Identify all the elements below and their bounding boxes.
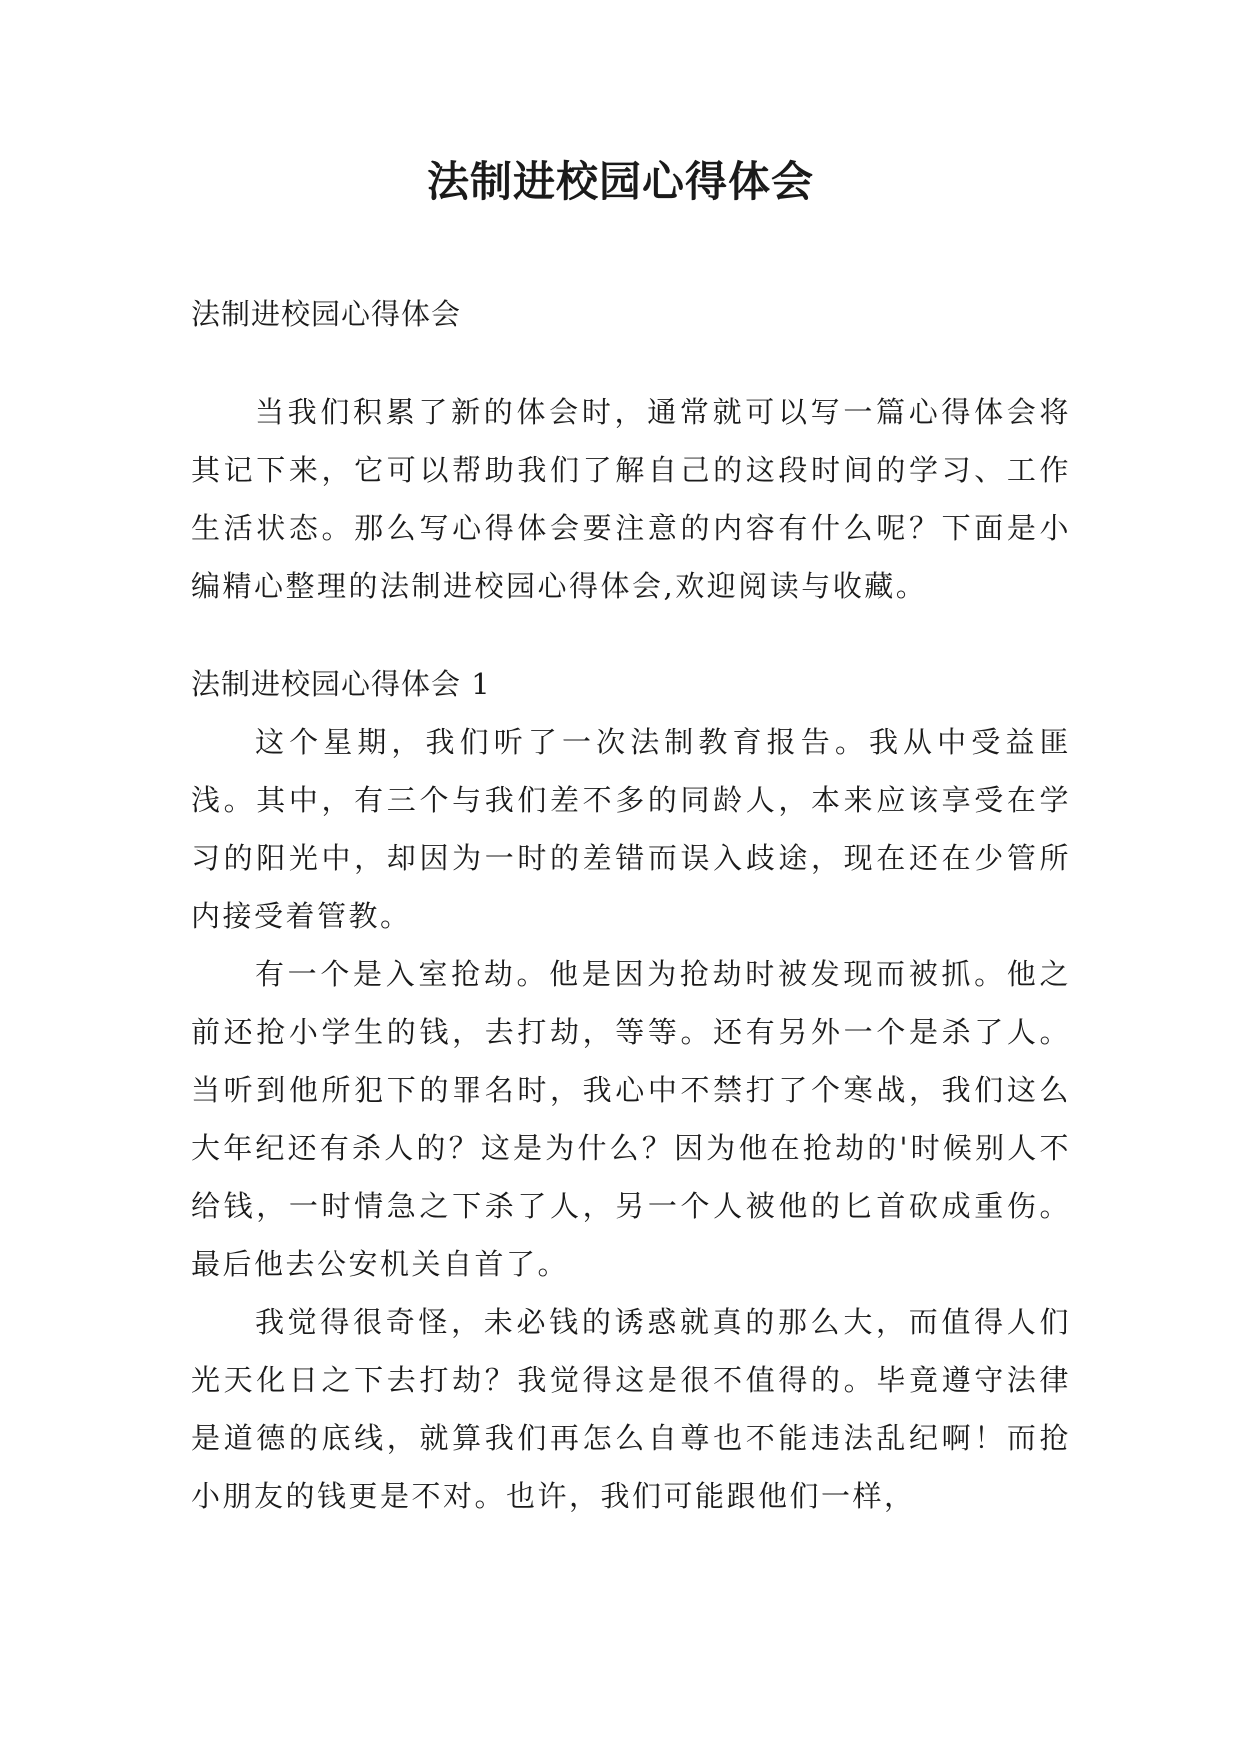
spacer (191, 615, 1071, 655)
body-paragraph: 这个星期，我们听了一次法制教育报告。我从中受益匪浅。其中，有三个与我们差不多的同龄人，本来应该享受在学习的阳光中，却因为一时的差错而误入歧途，现在还在少管所内接受着管教。 (191, 725, 1071, 933)
intro-paragraph: 当我们积累了新的体会时，通常就可以写一篇心得体会将其记下来，它可以帮助我们了解自己的这段时间的学习、工作生活状态。那么写心得体会要注意的内容有什么呢？下面是小编精心整理的法制进校园心得体会,欢迎阅读与收藏。 (191, 395, 1071, 603)
spacer (191, 343, 1071, 383)
document-subtitle: 法制进校园心得体会 (191, 297, 462, 331)
body-paragraph: 我觉得很奇怪，未必钱的诱惑就真的那么大，而值得人们光天化日之下去打劫？我觉得这是很不值得的。毕竟遵守法律是道德的底线，就算我们再怎么自尊也不能违法乱纪啊！而抢小朋友的钱更是不对。也许，我们可能跟他们一样， (191, 1305, 1071, 1513)
document-body (191, 285, 1071, 1525)
body-paragraph: 有一个是入室抢劫。他是因为抢劫时被发现而被抓。他之前还抢小学生的钱，去打劫，等等。还有另外一个是杀了人。当听到他所犯下的罪名时，我心中不禁打了个寒战，我们这么大年纪还有杀人的？这是为什么？因为他在抢劫的'时候别人不给钱，一时情急之下杀了人，另一个人被他的匕首砍成重伤。最后他去公安机关自首了。 (191, 957, 1071, 1281)
section-heading: 法制进校园心得体会 1 (191, 667, 491, 701)
document-title: 法制进校园心得体会 (426, 157, 814, 206)
